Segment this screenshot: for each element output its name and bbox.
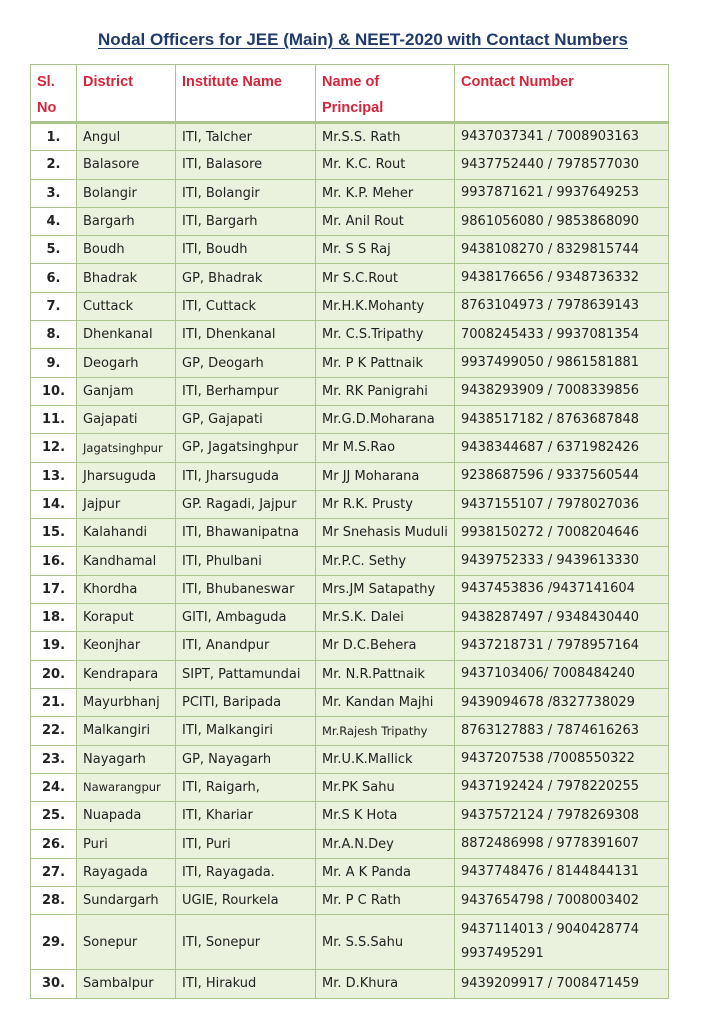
contact-cell [455, 547, 669, 575]
district-cell: Angul [77, 123, 176, 151]
table-row [31, 292, 669, 320]
contact-cell [455, 236, 669, 264]
contact-number: 9937495291 [461, 946, 544, 962]
principal-cell: Mr.S.S. Rath [316, 123, 455, 151]
institute-cell: ITI, Hirakud [176, 970, 316, 998]
sl-no-cell: 12. [31, 434, 77, 462]
contact-cell [455, 830, 669, 858]
principal-cell: Mr.U.K.Mallick [316, 745, 455, 773]
header-institute-name: Institute Name [176, 65, 316, 123]
sl-no-cell: 16. [31, 547, 77, 575]
sl-no-cell: 28. [31, 887, 77, 915]
table-row [31, 575, 669, 603]
institute-cell: UGIE, Rourkela [176, 887, 316, 915]
contact-cell [455, 915, 669, 970]
institute-cell: SIPT, Pattamundai [176, 660, 316, 688]
contact-cell [455, 604, 669, 632]
institute-cell: GP, Bhadrak [176, 264, 316, 292]
sl-no-cell: 3. [31, 179, 77, 207]
contact-cell [455, 660, 669, 688]
institute-cell: ITI, Balasore [176, 151, 316, 179]
district-cell: Jajpur [77, 490, 176, 518]
header-contact-number: Contact Number [455, 65, 669, 123]
table-row [31, 519, 669, 547]
table-row [31, 207, 669, 235]
sl-no-cell: 24. [31, 773, 77, 801]
table-row [31, 264, 669, 292]
contact-number: 9437192424 / 7978220255 [461, 779, 640, 795]
contact-number: 9437155107 / 7978027036 [461, 496, 640, 512]
principal-cell: Mr. Kandan Majhi [316, 688, 455, 716]
district-cell: Kandhamal [77, 547, 176, 575]
contact-cell [455, 292, 669, 320]
principal-cell: Mr. P K Pattnaik [316, 349, 455, 377]
contact-number: 9861056080 / 9853868090 [461, 213, 640, 229]
contact-cell [455, 632, 669, 660]
district-cell: Jharsuguda [77, 462, 176, 490]
table-row [31, 830, 669, 858]
sl-no-cell: 8. [31, 321, 77, 349]
contact-number: 9438517182 / 8763687848 [461, 411, 640, 427]
principal-cell: Mrs.JM Satapathy [316, 575, 455, 603]
sl-no-cell: 14. [31, 490, 77, 518]
table-row [31, 405, 669, 433]
institute-cell: ITI, Talcher [176, 123, 316, 151]
principal-cell: Mr.PK Sahu [316, 773, 455, 801]
table-row [31, 377, 669, 405]
sl-no-cell: 9. [31, 349, 77, 377]
contact-cell [455, 405, 669, 433]
district-cell: Rayagada [77, 858, 176, 886]
sl-no-cell: 23. [31, 745, 77, 773]
sl-no-cell: 29. [31, 915, 77, 970]
contact-cell [455, 264, 669, 292]
contact-number: 9439209917 / 7008471459 [461, 975, 640, 991]
table-row [31, 773, 669, 801]
table-row [31, 321, 669, 349]
table-row [31, 604, 669, 632]
district-cell: Balasore [77, 151, 176, 179]
principal-cell: Mr. P C Rath [316, 887, 455, 915]
contact-cell [455, 207, 669, 235]
principal-cell: Mr. N.R.Pattnaik [316, 660, 455, 688]
table-row [31, 887, 669, 915]
table-row [31, 745, 669, 773]
district-cell: Deogarh [77, 349, 176, 377]
contact-number: 7008245433 / 9937081354 [461, 326, 640, 342]
contact-cell [455, 377, 669, 405]
principal-cell: Mr Snehasis Muduli [316, 519, 455, 547]
district-cell: Nawarangpur [77, 773, 176, 801]
contact-number: 9437572124 / 7978269308 [461, 807, 640, 823]
district-cell: Koraput [77, 604, 176, 632]
principal-cell: Mr. D.Khura [316, 970, 455, 998]
table-row [31, 688, 669, 716]
district-cell: Puri [77, 830, 176, 858]
institute-cell: GITI, Ambaguda [176, 604, 316, 632]
header-row [31, 65, 669, 123]
contact-number: 9437654798 / 7008003402 [461, 892, 640, 908]
contact-number: 9437453836 /9437141604 [461, 581, 635, 597]
contact-number: 8763104973 / 7978639143 [461, 298, 640, 314]
contact-number: 9437037341 / 7008903163 [461, 129, 640, 145]
table-header [31, 65, 669, 123]
table-row [31, 717, 669, 745]
district-cell: Sonepur [77, 915, 176, 970]
sl-no-cell: 17. [31, 575, 77, 603]
sl-no-cell: 2. [31, 151, 77, 179]
institute-cell: ITI, Phulbani [176, 547, 316, 575]
header-district: District [77, 65, 176, 123]
table-row [31, 236, 669, 264]
institute-cell: ITI, Berhampur [176, 377, 316, 405]
contact-number: 9238687596 / 9337560544 [461, 468, 640, 484]
contact-number: 9437752440 / 7978577030 [461, 156, 640, 172]
principal-cell: Mr.A.N.Dey [316, 830, 455, 858]
principal-cell: Mr.S.K. Dalei [316, 604, 455, 632]
district-cell: Gajapati [77, 405, 176, 433]
institute-cell: ITI, Puri [176, 830, 316, 858]
contact-cell [455, 688, 669, 716]
sl-no-cell: 13. [31, 462, 77, 490]
contact-number: 8872486998 / 9778391607 [461, 836, 640, 852]
principal-cell: Mr. S.S.Sahu [316, 915, 455, 970]
contact-cell [455, 123, 669, 151]
table-row [31, 970, 669, 998]
header-sl-line-1: Sl. [37, 74, 55, 90]
table-row [31, 660, 669, 688]
contact-cell [455, 321, 669, 349]
district-cell: Nuapada [77, 802, 176, 830]
district-cell: Khordha [77, 575, 176, 603]
institute-cell: GP, Jagatsinghpur [176, 434, 316, 462]
institute-cell: ITI, Bhawanipatna [176, 519, 316, 547]
sl-no-cell: 27. [31, 858, 77, 886]
contact-number: 9438176656 / 9348736332 [461, 270, 640, 286]
district-cell: Boudh [77, 236, 176, 264]
table-row [31, 179, 669, 207]
contact-cell [455, 970, 669, 998]
contact-cell [455, 349, 669, 377]
table-row [31, 547, 669, 575]
principal-cell: Mr. C.S.Tripathy [316, 321, 455, 349]
contact-cell [455, 462, 669, 490]
principal-cell: Mr S.C.Rout [316, 264, 455, 292]
contact-number: 9938150272 / 7008204646 [461, 524, 640, 540]
sl-no-cell: 30. [31, 970, 77, 998]
institute-cell: GP, Deogarh [176, 349, 316, 377]
district-cell: Ganjam [77, 377, 176, 405]
institute-cell: ITI, Khariar [176, 802, 316, 830]
district-cell: Jagatsinghpur [77, 434, 176, 462]
sl-no-cell: 15. [31, 519, 77, 547]
institute-cell: ITI, Cuttack [176, 292, 316, 320]
principal-cell: Mr R.K. Prusty [316, 490, 455, 518]
district-cell: Keonjhar [77, 632, 176, 660]
institute-cell: ITI, Bargarh [176, 207, 316, 235]
contact-cell [455, 434, 669, 462]
principal-cell: Mr. K.C. Rout [316, 151, 455, 179]
principal-cell: Mr M.S.Rao [316, 434, 455, 462]
header-principal-name [316, 65, 455, 123]
institute-cell: PCITI, Baripada [176, 688, 316, 716]
table-row [31, 151, 669, 179]
contact-number: 9438287497 / 9348430440 [461, 609, 640, 625]
nodal-officers-table [30, 64, 669, 999]
sl-no-cell: 22. [31, 717, 77, 745]
table-row [31, 490, 669, 518]
district-cell: Sundargarh [77, 887, 176, 915]
header-principal-line-1: Name of [322, 74, 380, 90]
sl-no-cell: 11. [31, 405, 77, 433]
header-sl-line-2: No [37, 100, 57, 116]
sl-no-cell: 4. [31, 207, 77, 235]
contact-number: 9437103406/ 7008484240 [461, 666, 635, 682]
institute-cell: ITI, Anandpur [176, 632, 316, 660]
district-cell: Kendrapara [77, 660, 176, 688]
principal-cell: Mr. K.P. Meher [316, 179, 455, 207]
table-row [31, 434, 669, 462]
district-cell: Mayurbhanj [77, 688, 176, 716]
table-row [31, 802, 669, 830]
contact-number: 9439094678 /8327738029 [461, 694, 635, 710]
contact-cell [455, 179, 669, 207]
principal-cell: Mr. Anil Rout [316, 207, 455, 235]
table-row [31, 123, 669, 151]
principal-cell: Mr D.C.Behera [316, 632, 455, 660]
contact-number: 9437218731 / 7978957164 [461, 637, 640, 653]
contact-number: 9437114013 / 9040428774 [461, 922, 640, 938]
contact-cell [455, 887, 669, 915]
contact-number: 8763127883 / 7874616263 [461, 722, 640, 738]
sl-no-cell: 21. [31, 688, 77, 716]
contact-number: 9438293909 / 7008339856 [461, 383, 640, 399]
table-body [31, 123, 669, 999]
table-row [31, 915, 669, 970]
principal-cell: Mr.G.D.Moharana [316, 405, 455, 433]
table-row [31, 349, 669, 377]
contact-number: 9438108270 / 8329815744 [461, 241, 640, 257]
institute-cell: ITI, Dhenkanal [176, 321, 316, 349]
institute-cell: GP. Ragadi, Jajpur [176, 490, 316, 518]
header-principal-line-2: Principal [322, 100, 384, 116]
sl-no-cell: 7. [31, 292, 77, 320]
table-row [31, 462, 669, 490]
principal-cell: Mr.P.C. Sethy [316, 547, 455, 575]
institute-cell: GP, Nayagarh [176, 745, 316, 773]
contact-number: 9438344687 / 6371982426 [461, 439, 640, 455]
sl-no-cell: 19. [31, 632, 77, 660]
table-row [31, 858, 669, 886]
contact-cell [455, 773, 669, 801]
contact-cell [455, 858, 669, 886]
sl-no-cell: 6. [31, 264, 77, 292]
sl-no-cell: 20. [31, 660, 77, 688]
contact-cell [455, 575, 669, 603]
contact-cell [455, 717, 669, 745]
institute-cell: ITI, Rayagada. [176, 858, 316, 886]
contact-number: 9437207538 /7008550322 [461, 751, 635, 767]
contact-cell [455, 519, 669, 547]
table-row [31, 632, 669, 660]
sl-no-cell: 1. [31, 123, 77, 151]
contact-cell [455, 490, 669, 518]
district-cell: Sambalpur [77, 970, 176, 998]
institute-cell: ITI, Boudh [176, 236, 316, 264]
sl-no-cell: 18. [31, 604, 77, 632]
institute-cell: ITI, Sonepur [176, 915, 316, 970]
district-cell: Nayagarh [77, 745, 176, 773]
sl-no-cell: 26. [31, 830, 77, 858]
district-cell: Bargarh [77, 207, 176, 235]
sl-no-cell: 5. [31, 236, 77, 264]
institute-cell: ITI, Jharsuguda [176, 462, 316, 490]
principal-cell: Mr. A K Panda [316, 858, 455, 886]
institute-cell: ITI, Bolangir [176, 179, 316, 207]
contact-number: 9437748476 / 8144844131 [461, 864, 640, 880]
contact-cell [455, 802, 669, 830]
institute-cell: ITI, Malkangiri [176, 717, 316, 745]
contact-number: 9439752333 / 9439613330 [461, 553, 640, 569]
principal-cell: Mr. S S Raj [316, 236, 455, 264]
contact-number: 9937871621 / 9937649253 [461, 185, 640, 201]
institute-cell: ITI, Raigarh, [176, 773, 316, 801]
principal-cell: Mr.Rajesh Tripathy [316, 717, 455, 745]
district-cell: Bhadrak [77, 264, 176, 292]
sl-no-cell: 10. [31, 377, 77, 405]
district-cell: Malkangiri [77, 717, 176, 745]
contact-number: 9937499050 / 9861581881 [461, 355, 640, 371]
district-cell: Dhenkanal [77, 321, 176, 349]
district-cell: Bolangir [77, 179, 176, 207]
principal-cell: Mr JJ Moharana [316, 462, 455, 490]
principal-cell: Mr.H.K.Mohanty [316, 292, 455, 320]
header-sl-no [31, 65, 77, 123]
district-cell: Cuttack [77, 292, 176, 320]
institute-cell: GP, Gajapati [176, 405, 316, 433]
institute-cell: ITI, Bhubaneswar [176, 575, 316, 603]
page-title: Nodal Officers for JEE (Main) & NEET-2020 with Contact Numbers [98, 30, 628, 49]
contact-cell [455, 151, 669, 179]
principal-cell: Mr.S K Hota [316, 802, 455, 830]
principal-cell: Mr. RK Panigrahi [316, 377, 455, 405]
contact-cell [455, 745, 669, 773]
sl-no-cell: 25. [31, 802, 77, 830]
district-cell: Kalahandi [77, 519, 176, 547]
